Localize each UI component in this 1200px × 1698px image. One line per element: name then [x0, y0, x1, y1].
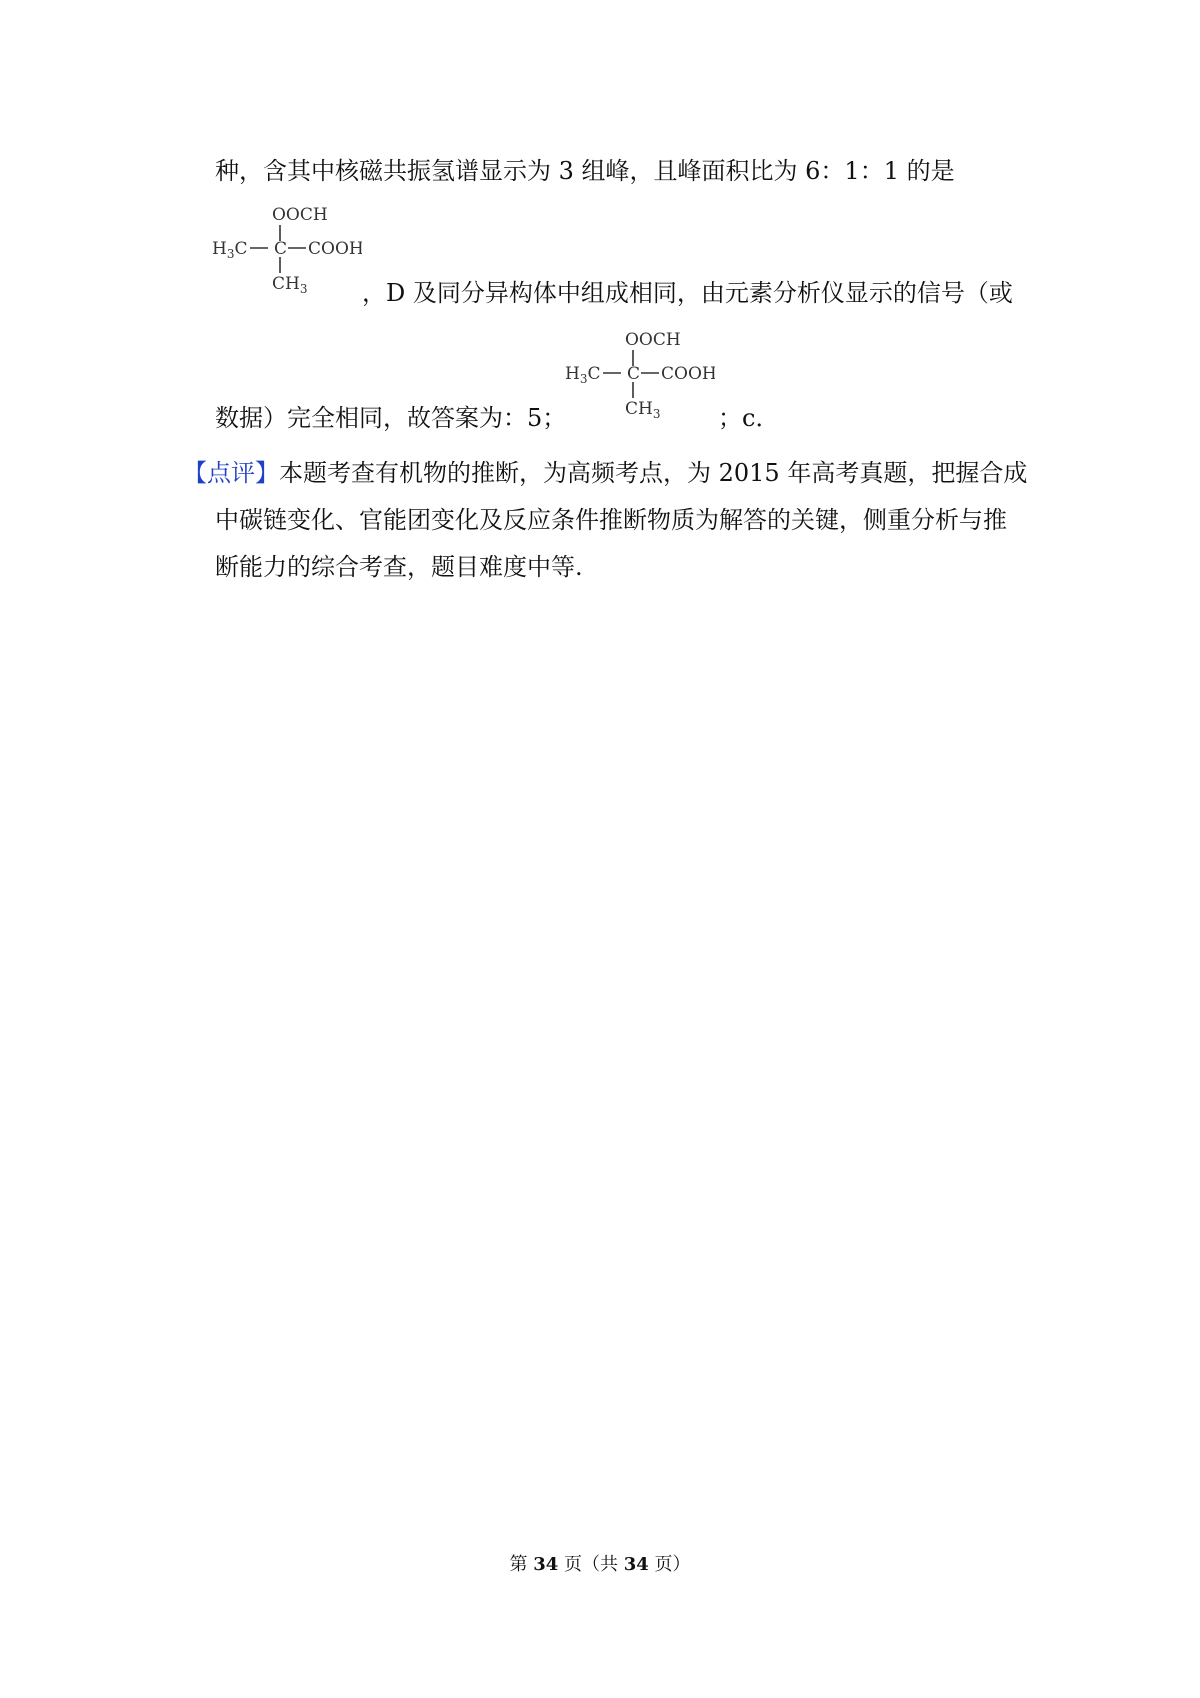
bottom-group-label: $CH_3$	[625, 399, 661, 418]
chemical-structure-1	[212, 203, 362, 293]
comment-line: 中碳链变化、官能团变化及反应条件推断物质为解答的关键，侧重分析与推	[215, 506, 1007, 534]
right-group: COOH	[308, 239, 362, 259]
comment-line: 断能力的综合考查，题目难度中等.	[215, 553, 583, 581]
total-pages: 34	[623, 1554, 649, 1575]
center-atom: C	[274, 239, 288, 259]
molecule-svg	[212, 203, 362, 293]
text-line: ，D 及同分异构体中组成相同，由元素分析仪显示的信号（或	[362, 279, 1013, 307]
footer-suffix: 页）	[648, 1554, 691, 1575]
footer-middle: 页（共	[558, 1554, 624, 1575]
molecule-svg	[565, 328, 715, 418]
chemical-structure-2	[565, 328, 715, 418]
comment-text: 本题考查有机物的推断，为高频考点，为 2015 年高考真题，把握合成	[279, 459, 1028, 487]
page-footer	[0, 1553, 1200, 1577]
text-line: 种，含其中核磁共振氢谱显示为 3 组峰，且峰面积比为 6：1：1 的是	[215, 157, 955, 185]
comment-line	[183, 457, 1027, 489]
page-number: 34	[533, 1554, 559, 1575]
top-group: OOCH	[625, 330, 681, 350]
center-atom: C	[627, 364, 641, 384]
left-group-label: $H_3C$	[212, 239, 248, 261]
top-group: OOCH	[272, 205, 328, 225]
left-group-label: $H_3C$	[565, 364, 601, 386]
comment-tag: 【点评】	[183, 459, 279, 487]
footer-prefix: 第	[509, 1554, 534, 1575]
bottom-group-label: $CH_3$	[272, 274, 308, 293]
text-line: 数据）完全相同，故答案为：5；	[215, 404, 567, 432]
text-line: ；c．	[718, 404, 780, 432]
right-group: COOH	[661, 364, 715, 384]
